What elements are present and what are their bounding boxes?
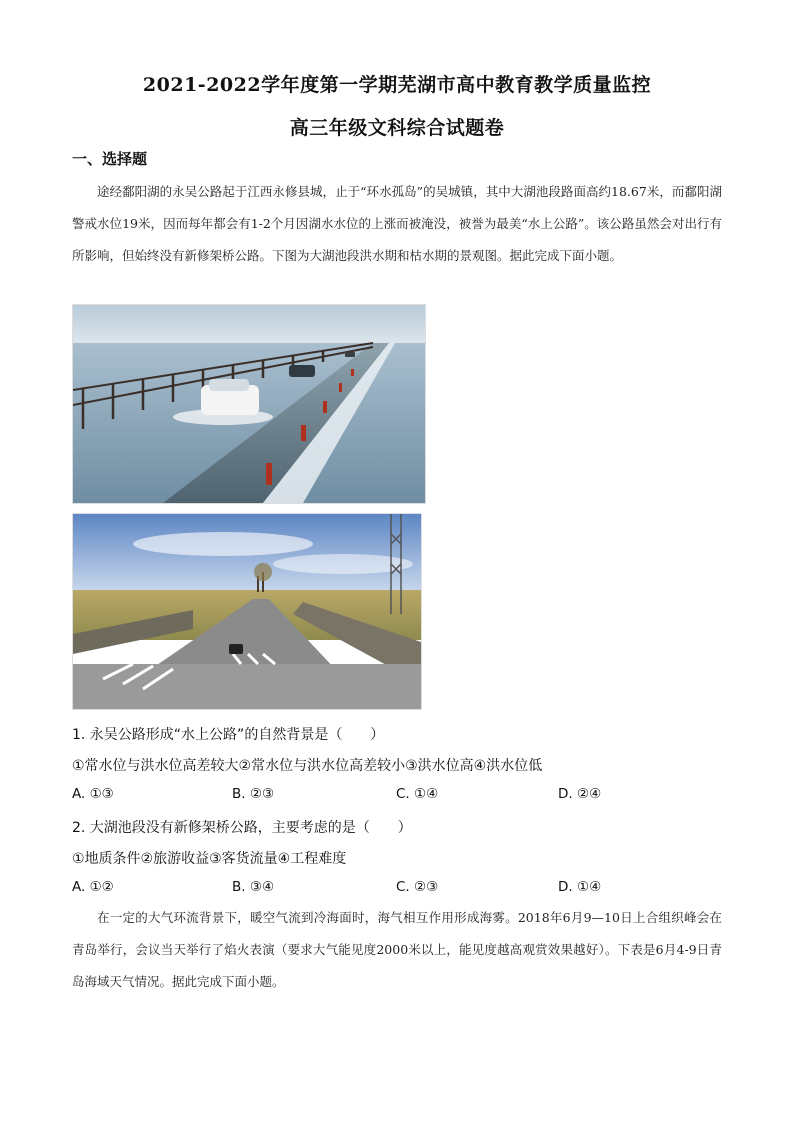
question-2-option-c[interactable]: C. ②③ <box>396 879 439 895</box>
question-2-items: ①地质条件②旅游收益③客货流量④工程难度 <box>72 851 347 867</box>
passage-2: 在一定的大气环流背景下，暖空气流到冷海面时，海气相互作用形成海雾。2018年6月9—10日上合组织峰会在青岛举行，会议当天举行了焰火表演（要求大气能见度2000米以上，能见度越高观赏效果越好）。下表是6月4-9日青岛海域天气情况。据此完成下面小题。 <box>72 910 722 989</box>
exam-title-line2: 高三年级文科综合试题卷 <box>289 117 505 139</box>
section-heading: 一、选择题 <box>72 150 148 168</box>
flood-season-photo <box>72 304 426 504</box>
question-2-option-d[interactable]: D. ①④ <box>558 879 602 895</box>
passage-1: 途经鄱阳湖的永吴公路起于江西永修县城，止于“环水孤岛”的吴城镇，其中大湖池段路面高约18.67米，而鄱阳湖警戒水位19米，因而每年都会有1-2个月因湖水水位的上涨而被淹没，被誉为最美“水上公路”。该公路虽然会对出行有所影响，但始终没有新修架桥公路。下图为大湖池段洪水期和枯水期的景观图。据此完成下面小题。 <box>72 184 722 263</box>
dry-season-photo <box>72 513 422 710</box>
question-2-option-b[interactable]: B. ③④ <box>232 879 275 895</box>
exam-title-line1: 2021-2022学年度第一学期芜湖市高中教育教学质量监控 <box>142 74 652 96</box>
question-1-option-c[interactable]: C. ①④ <box>396 786 439 802</box>
question-1-option-b[interactable]: B. ②③ <box>232 786 275 802</box>
question-2-option-a[interactable]: A. ①② <box>72 879 114 895</box>
question-1-items: ①常水位与洪水位高差较大②常水位与洪水位高差较小③洪水位高④洪水位低 <box>72 758 543 774</box>
question-1-option-a[interactable]: A. ①③ <box>72 786 114 802</box>
question-1-option-d[interactable]: D. ②④ <box>558 786 602 802</box>
question-1-stem: 1. 永吴公路形成“水上公路”的自然背景是（ ） <box>72 727 385 743</box>
question-2-stem: 2. 大湖池段没有新修架桥公路，主要考虑的是（ ） <box>72 820 412 836</box>
